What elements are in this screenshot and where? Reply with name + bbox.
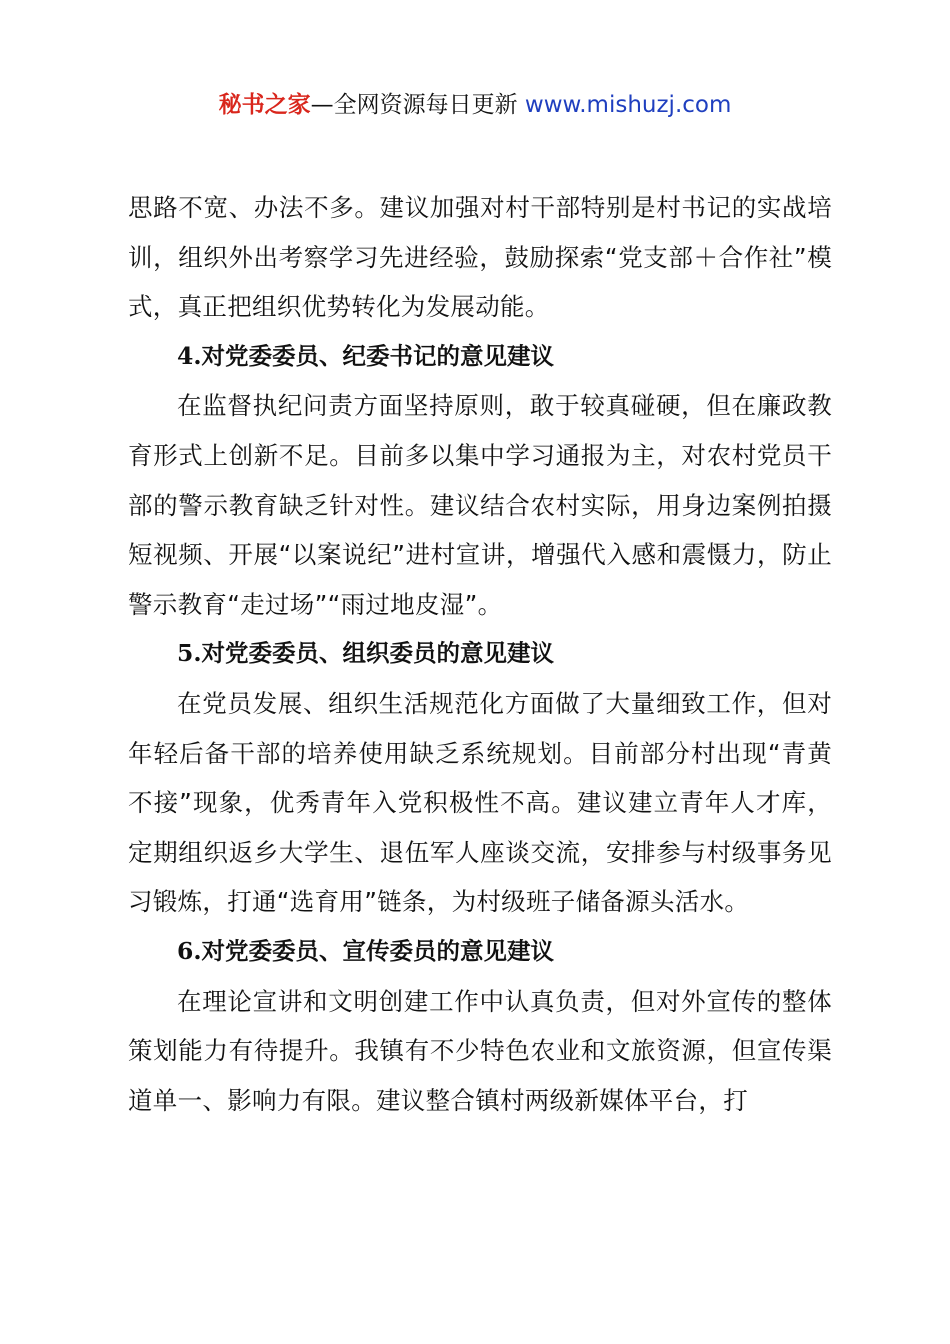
- paragraph-continued: 思路不宽、办法不多。建议加强对村干部特别是村书记的实战培训，组织外出考察学习先进经验，鼓励探索“党支部＋合作社”模式，真正把组织优势转化为发展动能。: [128, 193, 832, 322]
- site-url: www.mishuzj.com: [524, 92, 732, 118]
- site-brand: 秘书之家: [218, 92, 311, 118]
- section-heading-6: 6.对党委委员、宣传委员的意见建议: [177, 936, 555, 965]
- paragraph-section-5: 在党员发展、组织生活规范化方面做了大量细致工作，但对年轻后备干部的培养使用缺乏系统规划。目前部分村出现“青黄不接”现象，优秀青年入党积极性不高。建议建立青年人才库，定期组织返乡大学生、退伍军人座谈交流，安排参与村级事务见习锻炼，打通“选育用”链条，为村级班子储备源头活水。: [128, 688, 832, 917]
- section-heading-4: 4.对党委委员、纪委书记的意见建议: [177, 341, 555, 370]
- document-body: [128, 183, 832, 1125]
- paragraph-section-6: 在理论宣讲和文明创建工作中认真负责，但对外宣传的整体策划能力有待提升。我镇有不少特色农业和文旅资源，但宣传渠道单一、影响力有限。建议整合镇村两级新媒体平台，打: [128, 986, 832, 1115]
- page-header: [0, 88, 950, 122]
- paragraph-section-4: 在监督执纪问责方面坚持原则，敢于较真碰硬，但在廉政教育形式上创新不足。目前多以集中学习通报为主，对农村党员干部的警示教育缺乏针对性。建议结合农村实际，用身边案例拍摄短视频、开展“以案说纪”进村宣讲，增强代入感和震慑力，防止警示教育“走过场”“雨过地皮湿”。: [128, 391, 832, 619]
- section-heading-5: 5.对党委委员、组织委员的意见建议: [177, 639, 555, 668]
- site-tagline: —全网资源每日更新: [310, 92, 525, 118]
